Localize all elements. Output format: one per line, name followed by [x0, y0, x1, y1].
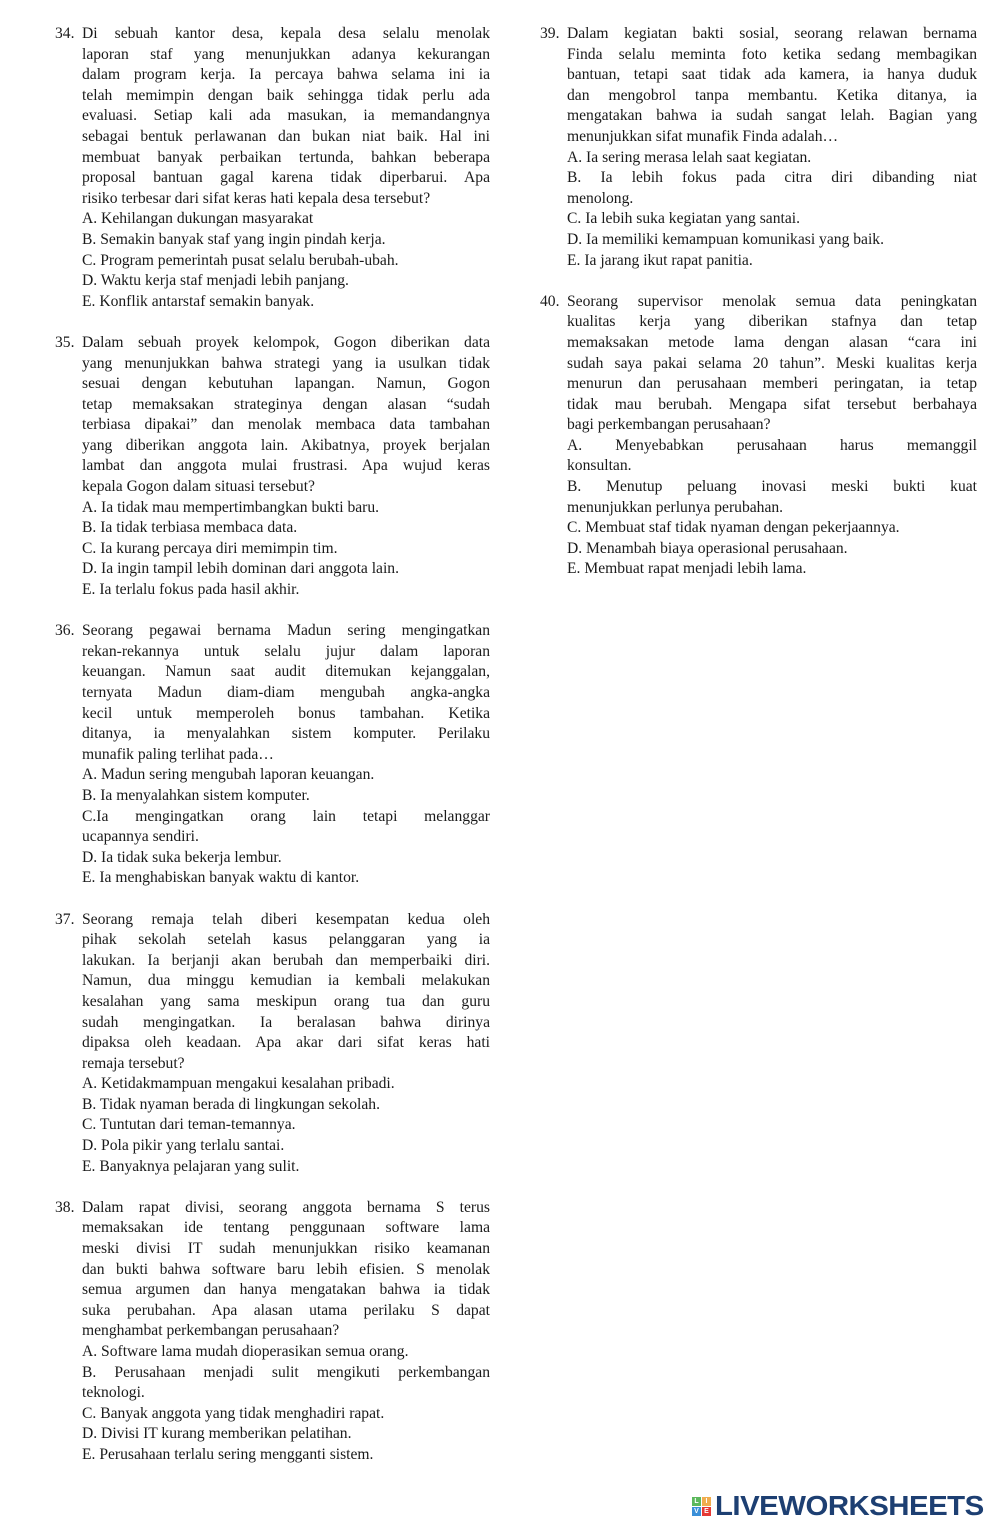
question-37 — [55, 910, 490, 1178]
answer-option-d[interactable] — [82, 559, 490, 580]
option-text-line: E. Konflik antarstaf semakin banyak. — [82, 292, 315, 310]
question-text-line: ternyata Madun diam-diam mengubah angka-angka — [82, 684, 490, 701]
answer-option-e[interactable] — [82, 1157, 490, 1178]
question-text-line: remaja tersebut? — [82, 1054, 185, 1072]
answer-option-b[interactable] — [82, 1363, 490, 1404]
question-text-line: Dalam sebuah proyek kelompok, Gogon diberikan data — [82, 333, 490, 351]
answer-option-b[interactable] — [82, 786, 490, 807]
option-text-line: E. Ia menghabiskan banyak waktu di kantor. — [82, 869, 360, 887]
answer-option-a[interactable] — [82, 498, 490, 519]
question-text-line: keuangan. Namun saat audit ditemukan kejanggalan, — [82, 663, 490, 681]
option-text-line: C.Ia mengingatkan orang lain tetapi melanggar — [82, 807, 490, 825]
question-text-line: meski divisi IT sudah menunjukkan risiko keamanan — [82, 1240, 490, 1258]
question-text-line: terbiasa dipakai” dan menolak membaca data tambahan — [82, 416, 490, 434]
option-text-line: konsultan. — [567, 457, 632, 475]
question-text-line: dipaksa oleh keadaan. Apa akar dari sifat keras hati — [82, 1034, 490, 1052]
option-text-line: B. Ia menyalahkan sistem komputer. — [82, 786, 310, 804]
question-text-line: Di sebuah kantor desa, kepala desa selalu menolak — [82, 25, 490, 42]
question-text-line: memaksakan ide tentang penggunaan software lama — [82, 1219, 490, 1237]
option-text-line: menolong. — [567, 189, 634, 207]
option-text-line: teknologi. — [82, 1384, 145, 1402]
question-text-line: proposal bantuan gagal karena tidak diperbarui. Apa — [82, 169, 490, 187]
question-text-line: kepala Gogon dalam situasi tersebut? — [82, 478, 315, 496]
answer-option-d[interactable] — [82, 848, 490, 869]
question-text-line: menghambat perkembangan perusahaan? — [82, 1322, 340, 1340]
answer-option-d[interactable] — [567, 539, 977, 560]
question-number: 38. — [55, 1198, 75, 1216]
question-text-line: tetap memaksakan strateginya dengan alasan “sudah — [82, 395, 490, 413]
answer-option-e[interactable] — [567, 559, 977, 580]
question-text-line: yang menunjukkan bahwa strategi yang ia usulkan tidak — [82, 354, 490, 372]
option-text-line: C. Ia lebih suka kegiatan yang santai. — [567, 210, 800, 228]
option-text-line: B. Ia lebih fokus pada citra diri dibanding niat — [567, 169, 977, 187]
answer-option-b[interactable] — [82, 518, 490, 539]
question-text-line: Dalam rapat divisi, seorang anggota bernama S terus — [82, 1198, 490, 1216]
question-text-line: munafik paling terlihat pada… — [82, 745, 274, 763]
question-text-line: dan bukti bahwa software baru lebih efisien. S menolak — [82, 1260, 490, 1278]
question-text-line: risiko terbesar dari sifat keras hati kepala desa tersebut? — [82, 189, 431, 207]
answer-option-b[interactable] — [82, 230, 490, 251]
option-text-line: B. Perusahaan menjadi sulit mengikuti perkembangan — [82, 1363, 490, 1381]
option-text-line: B. Tidak nyaman berada di lingkungan sekolah. — [82, 1095, 380, 1113]
option-text-line: D. Ia ingin tampil lebih dominan dari anggota lain. — [82, 560, 399, 578]
logo-tile: L — [692, 1497, 701, 1506]
option-text-line: A. Madun sering mengubah laporan keuangan. — [82, 766, 375, 784]
question-number: 34. — [55, 25, 75, 42]
option-text-line: A. Ia tidak mau mempertimbangkan bukti baru. — [82, 498, 380, 516]
question-text-line: Seorang supervisor menolak semua data peningkatan — [567, 292, 977, 310]
answer-option-a[interactable] — [82, 1342, 490, 1363]
option-text-line: B. Semakin banyak staf yang ingin pindah kerja. — [82, 230, 386, 248]
question-text-line: mengatakan bahwa ia sudah sangat lelah. Bagian yang — [567, 107, 977, 125]
question-text-line: Dalam kegiatan bakti sosial, seorang relawan bernama — [567, 25, 977, 42]
question-36 — [55, 621, 490, 889]
question-text-line: dan mengobrol tanpa membantu. Ketika ditanya, ia — [567, 86, 977, 104]
question-35 — [55, 333, 490, 601]
question-text-line: semua argumen dan hanya mengatakan bahwa ia tidak — [82, 1281, 490, 1299]
answer-option-a[interactable] — [82, 209, 490, 230]
question-text-line: suka perubahan. Apa alasan utama perilaku S dapat — [82, 1301, 490, 1319]
question-text-line: ditanya, ia menyalahkan sistem komputer. Perilaku — [82, 725, 490, 743]
answer-option-c[interactable] — [82, 1115, 490, 1136]
question-text-line: lakukan. Ia berjanji akan berubah dan memperbaiki diri. — [82, 951, 490, 969]
question-text-line: memaksakan metode lama dengan alasan “cara ini — [567, 333, 977, 351]
answer-option-c[interactable] — [82, 807, 490, 848]
question-number: 36. — [55, 622, 75, 640]
question-number: 39. — [540, 25, 560, 42]
question-text-line: dalam program kerja. Ia percaya bahwa selama ini ia — [82, 66, 490, 84]
question-text-line: kecil untuk memperoleh bonus tambahan. Ketika — [82, 704, 490, 722]
answer-option-e[interactable] — [82, 292, 490, 313]
question-text-line: menurun dan perusahaan memberi peringatan, ia tetap — [567, 375, 977, 393]
question-text-line: sebagai bentuk perlawanan dan bukan niat baik. Hal ini — [82, 127, 490, 145]
answer-option-c[interactable] — [82, 1404, 490, 1425]
option-text-line: E. Ia jarang ikut rapat panitia. — [567, 251, 753, 269]
logo-tile: I — [702, 1497, 711, 1506]
logo-tiles-icon — [692, 1497, 711, 1516]
option-text-line: C. Tuntutan dari teman-temannya. — [82, 1116, 296, 1134]
question-text-line: telah memimpin dengan baik sehingga tidak perlu ada — [82, 86, 490, 104]
answer-option-a[interactable] — [82, 1074, 490, 1095]
question-text-line: Namun, dua minggu kemudian ia kembali melakukan — [82, 972, 490, 990]
question-text-line: pihak sekolah setelah kasus pelanggaran yang ia — [82, 931, 490, 949]
question-text-line: evaluasi. Setiap kali ada masukan, ia memandangnya — [82, 107, 490, 125]
answer-option-d[interactable] — [82, 1424, 490, 1445]
liveworksheets-logo — [692, 1490, 984, 1522]
question-text-line: bantuan, tetapi saat tidak ada kamera, ia hanya duduk — [567, 66, 977, 84]
answer-option-a[interactable] — [567, 148, 977, 169]
answer-option-d[interactable] — [82, 1136, 490, 1157]
question-number: 35. — [55, 333, 75, 351]
question-text-line: membuat banyak perbaikan tertunda, bahkan beberapa — [82, 148, 490, 166]
answer-option-e[interactable] — [82, 868, 490, 889]
question-text-line: sudah saya pakai selama 20 tahun”. Meski kualitas kerja — [567, 354, 977, 372]
option-text-line: A. Ia sering merasa lelah saat kegiatan. — [567, 148, 812, 166]
answer-option-c[interactable] — [82, 539, 490, 560]
answer-option-c[interactable] — [82, 251, 490, 272]
answer-option-b[interactable] — [567, 168, 977, 209]
option-text-line: D. Ia memiliki kemampuan komunikasi yang baik. — [567, 230, 885, 248]
question-text-line: laporan staf yang menunjukkan adanya kekurangan — [82, 45, 490, 63]
question-text-line: tidak mau berubah. Mengapa sifat tersebut berbahaya — [567, 395, 977, 413]
question-text-line: kesalahan yang sama meskipun orang tua dan guru — [82, 992, 490, 1010]
option-text-line: D. Pola pikir yang terlalu santai. — [82, 1137, 285, 1155]
answer-option-d[interactable] — [82, 271, 490, 292]
option-text-line: D. Divisi IT kurang memberikan pelatihan. — [82, 1425, 352, 1443]
answer-option-d[interactable] — [567, 230, 977, 251]
option-text-line: A. Ketidakmampuan mengakui kesalahan pribadi. — [82, 1075, 395, 1093]
question-text-line: lambat dan anggota mulai frustrasi. Apa wujud keras — [82, 457, 490, 475]
question-text-line: rekan-rekannya untuk selalu jujur dalam laporan — [82, 642, 490, 660]
question-text-line: yang diberikan anggota lain. Akibatnya, proyek berjalan — [82, 436, 490, 454]
answer-option-e[interactable] — [82, 1445, 490, 1466]
right-column — [540, 24, 977, 601]
option-text-line: E. Membuat rapat menjadi lebih lama. — [567, 560, 807, 578]
logo-tile: E — [702, 1507, 711, 1516]
question-text-line: Finda selalu meminta foto ketika sedang membagikan — [567, 45, 977, 63]
question-number: 40. — [540, 292, 560, 310]
answer-option-b[interactable] — [567, 477, 977, 518]
question-40 — [540, 292, 977, 580]
left-column — [55, 24, 490, 1486]
option-text-line: C. Program pemerintah pusat selalu berubah-ubah. — [82, 251, 399, 269]
question-text-line: menunjukkan sifat munafik Finda adalah… — [567, 127, 839, 145]
option-text-line: A. Software lama mudah dioperasikan semua orang. — [82, 1343, 409, 1360]
option-text-line: E. Banyaknya pelajaran yang sulit. — [82, 1157, 300, 1175]
option-text-line: ucapannya sendiri. — [82, 828, 199, 846]
question-39 — [540, 24, 977, 271]
option-text-line: E. Perusahaan terlalu sering mengganti sistem. — [82, 1445, 374, 1463]
option-text-line: D. Menambah biaya operasional perusahaan. — [567, 539, 848, 557]
answer-option-e[interactable] — [567, 251, 977, 272]
option-text-line: A. Kehilangan dukungan masyarakat — [82, 210, 314, 228]
question-38 — [55, 1198, 490, 1466]
option-text-line: A. Menyebabkan perusahaan harus memanggil — [567, 436, 977, 454]
option-text-line: menunjukkan perlunya perubahan. — [567, 498, 784, 516]
option-text-line: B. Menutup peluang inovasi meski bukti kuat — [567, 478, 977, 496]
question-text-line: sesuai dengan kebutuhan lapangan. Namun, Gogon — [82, 375, 490, 393]
answer-option-a[interactable] — [82, 765, 490, 786]
question-text-line: Seorang pegawai bernama Madun sering mengingatkan — [82, 622, 490, 640]
answer-option-b[interactable] — [82, 1095, 490, 1116]
question-number: 37. — [55, 910, 75, 928]
logo-tile: V — [692, 1507, 701, 1516]
question-text-line: kualitas kerja yang diberikan stafnya dan tetap — [567, 313, 977, 331]
answer-option-a[interactable] — [567, 436, 977, 477]
question-text-line: Seorang remaja telah diberi kesempatan kedua oleh — [82, 910, 490, 928]
option-text-line: C. Ia kurang percaya diri memimpin tim. — [82, 539, 338, 557]
answer-option-e[interactable] — [82, 580, 490, 601]
answer-option-c[interactable] — [567, 518, 977, 539]
question-34 — [55, 24, 490, 312]
question-text-line: sudah mengingatkan. Ia beralasan bahwa dirinya — [82, 1013, 490, 1031]
answer-option-c[interactable] — [567, 209, 977, 230]
option-text-line: D. Ia tidak suka bekerja lembur. — [82, 848, 282, 866]
option-text-line: B. Ia tidak terbiasa membaca data. — [82, 519, 298, 537]
option-text-line: C. Membuat staf tidak nyaman dengan pekerjaannya. — [567, 519, 900, 537]
option-text-line: E. Ia terlalu fokus pada hasil akhir. — [82, 581, 300, 599]
option-text-line: C. Banyak anggota yang tidak menghadiri rapat. — [82, 1404, 385, 1422]
option-text-line: D. Waktu kerja staf menjadi lebih panjang. — [82, 272, 349, 290]
question-text-line: bagi perkembangan perusahaan? — [567, 416, 771, 434]
logo-brand-text: LIVEWORKSHEETS — [715, 1490, 984, 1521]
